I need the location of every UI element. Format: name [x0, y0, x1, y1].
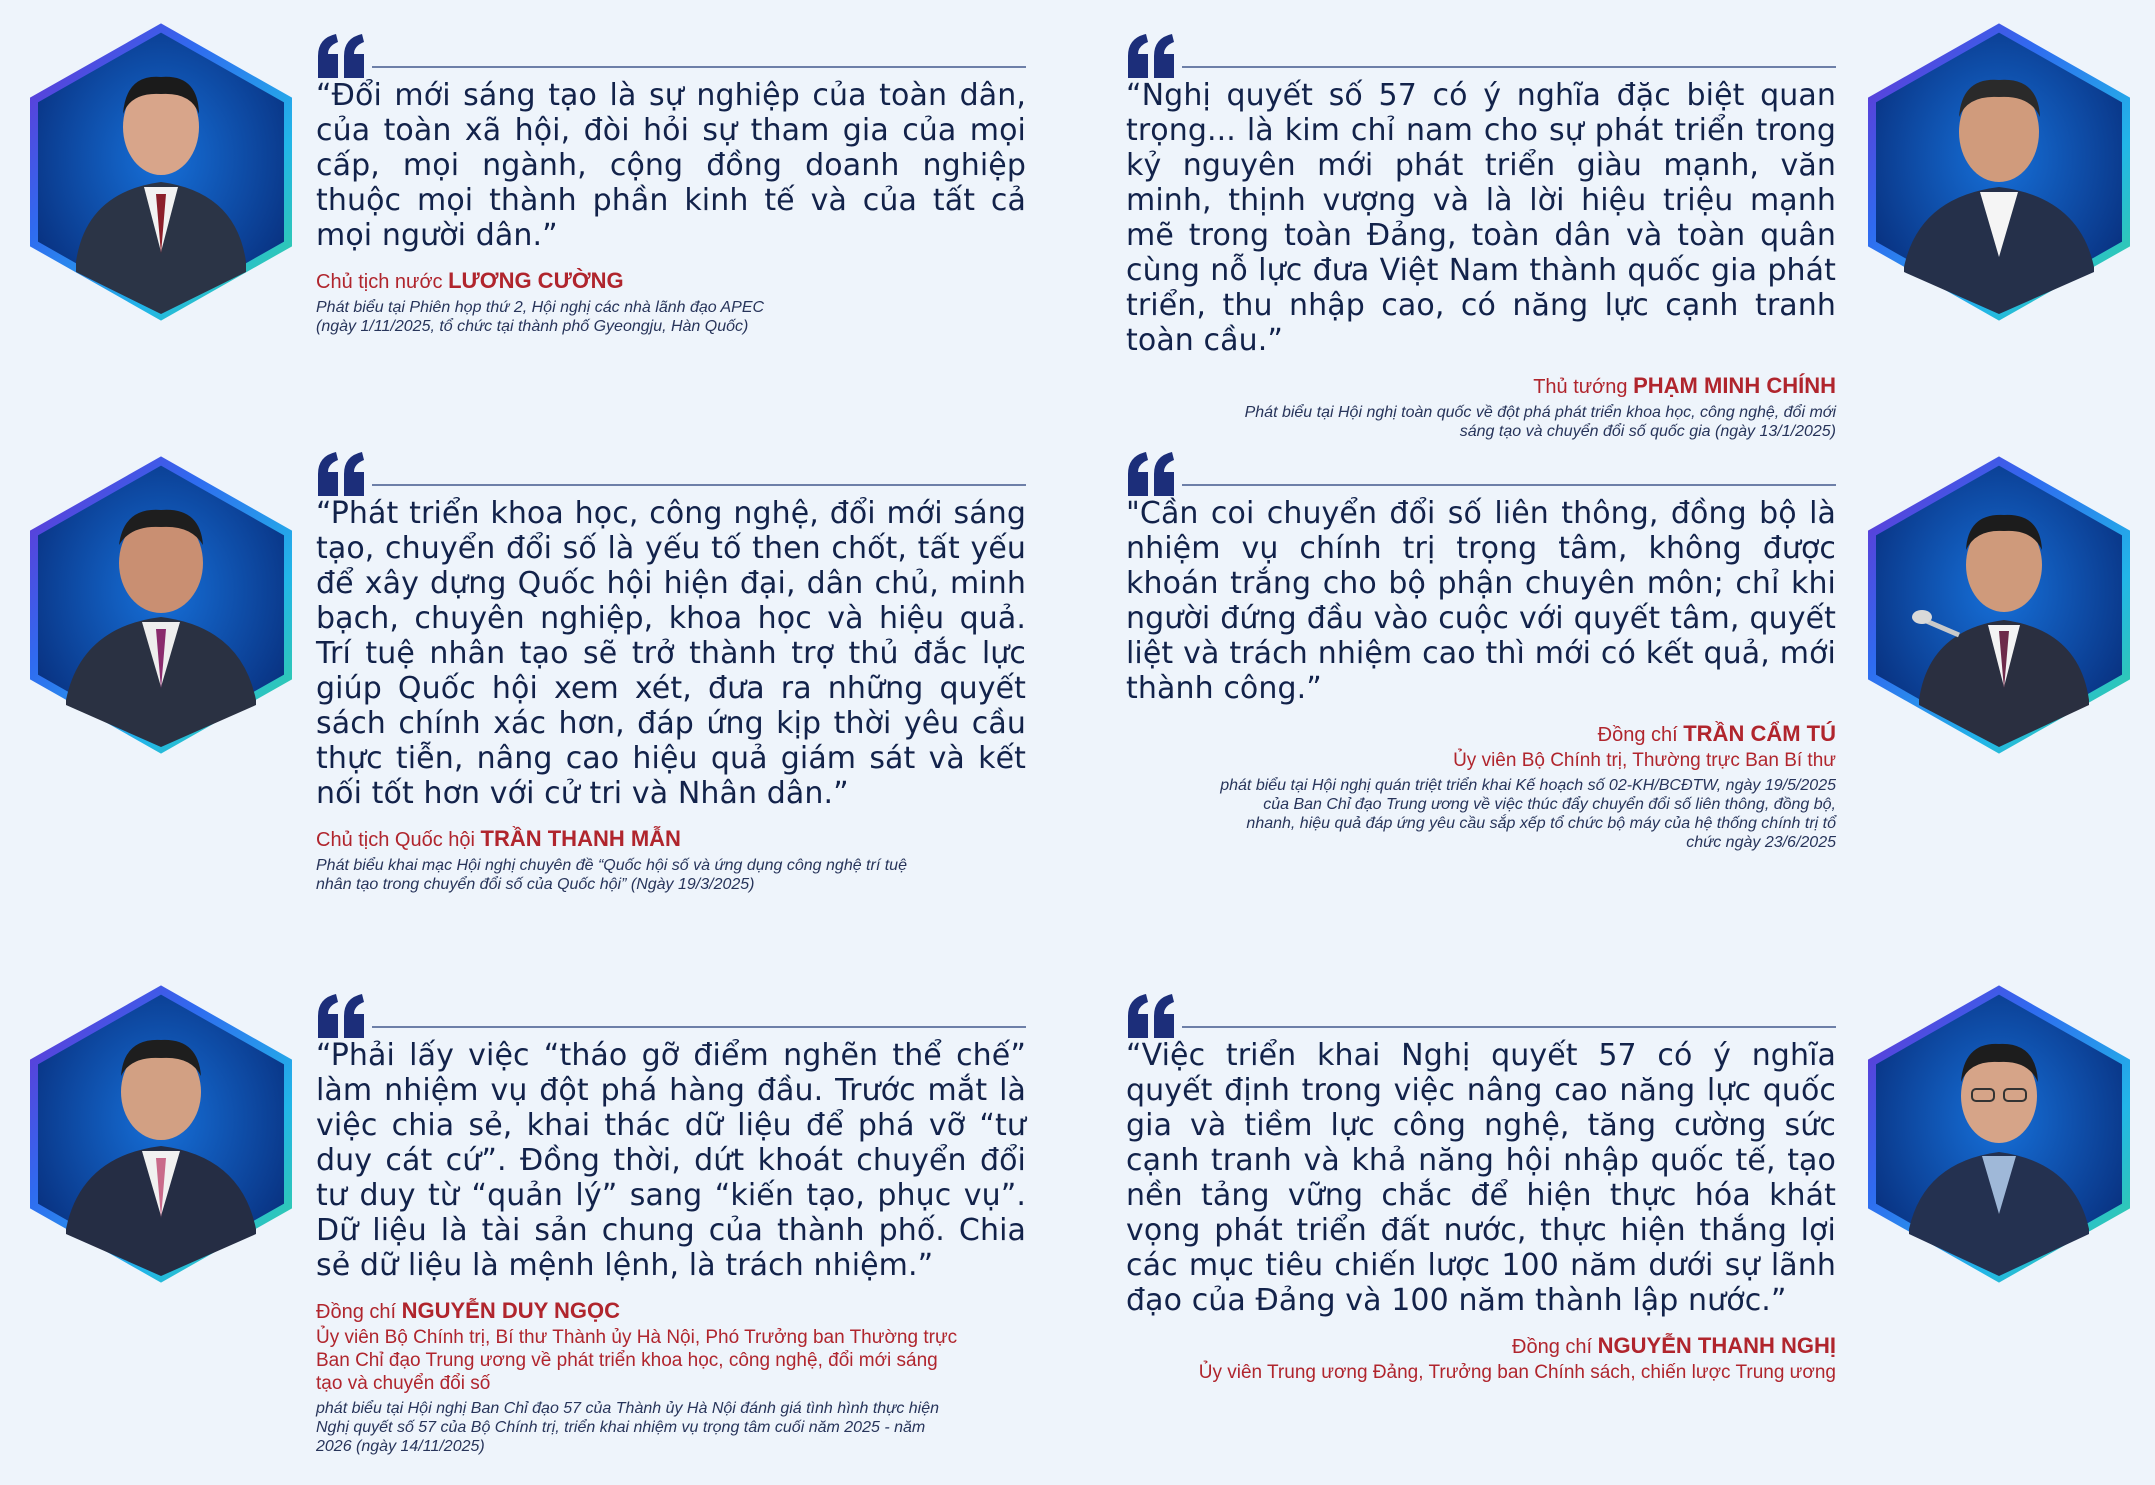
quote-text: “Việc triển khai Nghị quyết 57 có ý nghĩa quyết định trong việc nâng cao năng lực quốc gia và tiềm lực công nghệ, tăng cường sức cạnh tranh và khả năng hội nhập quốc tế, tạo nền tảng vững chắc để hiện thực hóa khát vọng phát triển đất nước, thực hiện thắng lợi các mục tiêu chiến lược 100 năm dưới sự lãnh đạo của Đảng và 100 năm thành lập nước.” — [1126, 1038, 1836, 1318]
author-role: Chủ tịch Quốc hội — [316, 829, 481, 851]
quote-text: "Cần coi chuyển đổi số liên thông, đồng bộ là nhiệm vụ chính trị trọng tâm, không được khoán trắng cho bộ phận chuyên môn; chỉ khi người đứng đầu vào cuộc với quyết tâm, quyết liệt và trách nhiệm cao thì mới có kết quả, mới thành công.” — [1126, 496, 1836, 706]
author-line — [316, 269, 1026, 294]
author-line — [1126, 722, 1836, 747]
divider-rule — [1182, 1026, 1836, 1028]
quote-text: “Phải lấy việc “tháo gỡ điểm nghẽn thể chế” làm nhiệm vụ đột phá hàng đầu. Trước mắt là việc chia sẻ, khai thác dữ liệu để phá vỡ “tư duy cát cứ”. Đồng thời, dứt khoát chuyển đổi tư duy từ “quản lý” sang “kiến tạo, phục vụ”. Dữ liệu là tài sản chung của thành phố. Chia sẻ dữ liệu là mệnh lệnh, là trách nhiệm.” — [316, 1038, 1026, 1283]
person-portrait-icon — [1864, 22, 2134, 322]
quote-block — [316, 48, 1026, 336]
person-portrait-icon — [26, 984, 296, 1284]
quote-block — [1126, 466, 1836, 852]
quote-mark-icon — [1126, 994, 1178, 1038]
divider-rule — [372, 1026, 1026, 1028]
author-position: Ủy viên Trung ương Đảng, Trưởng ban Chính sách, chiến lược Trung ương — [1198, 1362, 1836, 1383]
author-name: TRẦN CẨM TÚ — [1683, 721, 1836, 746]
source-note: phát biểu tại Hội nghị Ban Chỉ đạo 57 của Thành ủy Hà Nội đánh giá tình hình thực hiện Nghị quyết số 57 của Bộ Chính trị, triển khai nhiệm vụ trọng tâm cuối năm 2025 - năm 2026 (ngày 14/11/2025) — [316, 1400, 940, 1455]
author-role: Đồng chí — [1597, 724, 1684, 746]
quote-mark-icon — [316, 34, 368, 78]
quote-mark-icon — [1126, 452, 1178, 496]
person-portrait-icon — [1864, 984, 2134, 1284]
person-portrait-icon — [1864, 455, 2134, 755]
quote-mark-icon — [316, 994, 368, 1038]
quote-block — [1126, 48, 1836, 441]
quote-block — [316, 1008, 1026, 1456]
divider-rule — [372, 66, 1026, 68]
author-position: Ủy viên Bộ Chính trị, Thường trực Ban Bí thư — [1453, 750, 1836, 771]
quote-text: “Đổi mới sáng tạo là sự nghiệp của toàn dân, của toàn xã hội, đòi hỏi sự tham gia của mọi cấp, mọi ngành, cộng đồng doanh nghiệp thuộc mọi thành phần kinh tế và của tất cả mọi người dân.” — [316, 78, 1026, 253]
source-note: Phát biểu tại Hội nghị toàn quốc về đột phá phát triển khoa học, công nghệ, đổi mới sáng tạo và chuyển đổi số quốc gia (ngày 13/1/2025) — [1244, 404, 1836, 440]
author-name: PHẠM MINH CHÍNH — [1633, 373, 1836, 398]
portrait-hexagon — [26, 22, 296, 322]
divider-rule — [372, 484, 1026, 486]
author-line — [1126, 374, 1836, 399]
author-role: Thủ tướng — [1533, 376, 1634, 398]
portrait-hexagon — [1864, 984, 2134, 1284]
quote-mark-icon — [316, 452, 368, 496]
divider-rule — [1182, 484, 1836, 486]
author-line — [316, 1299, 1026, 1324]
author-name: TRẦN THANH MẪN — [480, 826, 681, 851]
source-note: Phát biểu khai mạc Hội nghị chuyên đề “Quốc hội số và ứng dụng công nghệ trí tuệ nhân tạo trong chuyển đổi số của Quốc hội” (Ngày 19/3/2025) — [316, 857, 907, 893]
portrait-hexagon — [1864, 455, 2134, 755]
divider-rule — [1182, 66, 1836, 68]
quote-text: “Phát triển khoa học, công nghệ, đổi mới sáng tạo, chuyển đổi số là yếu tố then chốt, tất yếu để xây dựng Quốc hội hiện đại, dân chủ, minh bạch, chuyên nghiệp, khoa học và hiệu quả. Trí tuệ nhân tạo sẽ trở thành trợ thủ đắc lực giúp Quốc hội xem xét, đưa ra những quyết sách chính xác hơn, đáp ứng kịp thời yêu cầu thực tiễn, nâng cao hiệu quả giám sát và kết nối tốt hơn với cử tri và Nhân dân.” — [316, 496, 1026, 811]
quote-block — [316, 466, 1026, 894]
author-role: Đồng chí — [1512, 1336, 1598, 1358]
source-note: phát biểu tại Hội nghị quán triệt triển khai Kế hoạch số 02-KH/BCĐTW, ngày 19/5/2025 của Ban Chỉ đạo Trung ương về việc thúc đẩy chuyển đổi số liên thông, đồng bộ, nhanh, hiệu quả đáp ứng yêu cầu sắp xếp tổ chức bộ máy của hệ thống chính trị tổ chức ngày 23/6/2025 — [1220, 777, 1836, 851]
author-line — [316, 827, 1026, 852]
author-role: Đồng chí — [316, 1301, 402, 1323]
portrait-hexagon — [26, 984, 296, 1284]
quote-mark-icon — [1126, 34, 1178, 78]
author-line — [1126, 1334, 1836, 1359]
quote-block — [1126, 1008, 1836, 1384]
portrait-hexagon — [1864, 22, 2134, 322]
source-note: Phát biểu tại Phiên họp thứ 2, Hội nghị các nhà lãnh đạo APEC (ngày 1/11/2025, tổ chức tại thành phố Gyeongju, Hàn Quốc) — [316, 299, 765, 335]
person-portrait-icon — [26, 455, 296, 755]
author-role: Chủ tịch nước — [316, 271, 449, 293]
quote-text: “Nghị quyết số 57 có ý nghĩa đặc biệt quan trọng... là kim chỉ nam cho sự phát triển trong kỷ nguyên mới phát triển giàu mạnh, văn minh, thịnh vượng và là lời hiệu triệu mạnh mẽ trong toàn Đảng, toàn dân và toàn quân cùng nỗ lực đưa Việt Nam thành quốc gia phát triển, thu nhập cao, có năng lực cạnh tranh toàn cầu.” — [1126, 78, 1836, 358]
person-portrait-icon — [26, 22, 296, 322]
author-name: NGUYỄN THANH NGHỊ — [1597, 1333, 1836, 1358]
author-name: LƯƠNG CƯỜNG — [448, 268, 624, 293]
portrait-hexagon — [26, 455, 296, 755]
author-name: NGUYỄN DUY NGỌC — [401, 1298, 621, 1323]
author-position: Ủy viên Bộ Chính trị, Bí thư Thành ủy Hà Nội, Phó Trưởng ban Thường trực Ban Chỉ đạo Trung ương về phát triển khoa học, công nghệ, đổi mới sáng tạo và chuyển đổi số — [316, 1327, 958, 1394]
